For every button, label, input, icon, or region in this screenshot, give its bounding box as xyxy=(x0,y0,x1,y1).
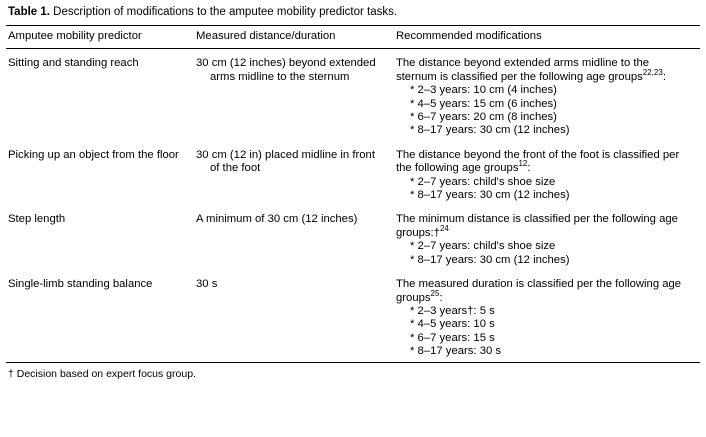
cell-task xyxy=(6,141,194,206)
modification-intro-line-1: The minimum distance is classified per the following age xyxy=(396,213,678,226)
measure-line-3: the sternum xyxy=(289,70,350,83)
modification-intro-line-2: groups xyxy=(396,291,431,304)
caption-text: Description of modifications to the amputee mobility predictor tasks. xyxy=(49,6,398,18)
table-footnote: † Decision based on expert focus group. xyxy=(8,367,196,380)
list-item: * 4–5 years: 10 s xyxy=(410,318,495,331)
list-item: * 2–3 years†: 5 s xyxy=(410,304,495,317)
cell-modifications xyxy=(394,205,700,270)
modification-intro-line-1: The distance beyond the front of the foot is classified per xyxy=(396,148,680,161)
cell-measure xyxy=(194,49,394,140)
table-row xyxy=(6,49,700,140)
measure-line-2: in front of the foot xyxy=(210,148,375,175)
citation-ref: 24 xyxy=(439,224,449,234)
cell-measure xyxy=(194,205,394,270)
measure-line-2: extended arms midline to xyxy=(210,57,376,83)
cell-task: Single-limb standing balance xyxy=(8,278,153,291)
modification-intro-line-2: sternum is classified per the following age groups xyxy=(396,70,643,83)
list-item: * 8–17 years: 30 cm (12 inches) xyxy=(410,124,570,137)
list-item: * 2–7 years: child's shoe size xyxy=(410,240,556,253)
citation-ref: 25 xyxy=(430,288,440,298)
table-header xyxy=(6,26,700,48)
measure-line-2: (12 inches) xyxy=(301,213,358,226)
column-header-modifications: Recommended modifications xyxy=(396,30,542,42)
task-line-1: Picking up an object from xyxy=(8,148,135,161)
list-item: * 6–7 years: 15 s xyxy=(410,331,495,344)
modification-intro xyxy=(396,149,692,176)
task-line-2: the floor xyxy=(137,148,179,161)
list-item: * 2–7 years: child's shoe size xyxy=(410,175,556,188)
measure-line-1: 30 cm (12 in) placed midline xyxy=(196,148,338,161)
task-text xyxy=(8,149,186,162)
cell-task: Step length xyxy=(8,213,66,226)
measure-text xyxy=(196,57,386,84)
column-header-measure: Measured distance/duration xyxy=(196,30,336,42)
modification-intro-line-2: the following age groups xyxy=(396,162,519,175)
measure-line-1: 30 cm (12 inches) beyond xyxy=(196,57,326,70)
modification-intro xyxy=(396,213,692,240)
modifications-table-body xyxy=(6,49,700,361)
modification-intro-tail: : xyxy=(527,162,531,175)
citation-ref: 22,23 xyxy=(642,68,663,78)
list-item: * 8–17 years: 30 cm (12 inches) xyxy=(410,189,570,202)
table-caption xyxy=(6,0,700,25)
cell-modifications xyxy=(394,141,700,206)
list-item: * 4–5 years: 15 cm (6 inches) xyxy=(410,97,557,110)
measure-line-1: A minimum of 30 cm xyxy=(196,213,299,226)
modification-intro-line-1: The measured duration is classified per the following age xyxy=(396,278,682,291)
modification-intro-tail: : xyxy=(439,291,443,304)
modification-intro xyxy=(396,278,692,305)
cell-modifications xyxy=(394,49,700,140)
cell-measure: 30 s xyxy=(196,278,218,291)
citation-ref: 12 xyxy=(518,159,528,169)
table-row xyxy=(6,141,700,206)
list-item: * 8–17 years: 30 cm (12 inches) xyxy=(410,253,570,266)
list-item: * 6–7 years: 20 cm (8 inches) xyxy=(410,111,557,124)
column-header-task: Amputee mobility predictor xyxy=(8,30,142,42)
table-row xyxy=(6,270,700,361)
measure-text xyxy=(196,213,386,226)
header-row xyxy=(6,26,700,48)
cell-measure xyxy=(194,141,394,206)
modifications-table xyxy=(6,26,700,48)
modification-intro xyxy=(396,57,692,84)
caption-label: Table 1. xyxy=(8,6,50,18)
modification-intro-tail: : xyxy=(662,70,666,83)
modification-intro-line-1: The distance beyond extended arms midline to the xyxy=(396,57,650,70)
list-item: * 2–3 years: 10 cm (4 inches) xyxy=(410,84,557,97)
list-item: * 8–17 years: 30 s xyxy=(410,345,502,358)
table-row xyxy=(6,205,700,270)
measure-text xyxy=(196,149,386,176)
cell-task: Sitting and standing reach xyxy=(8,57,139,70)
modification-intro-line-2: groups:† xyxy=(396,226,440,239)
cell-modifications xyxy=(394,270,700,361)
